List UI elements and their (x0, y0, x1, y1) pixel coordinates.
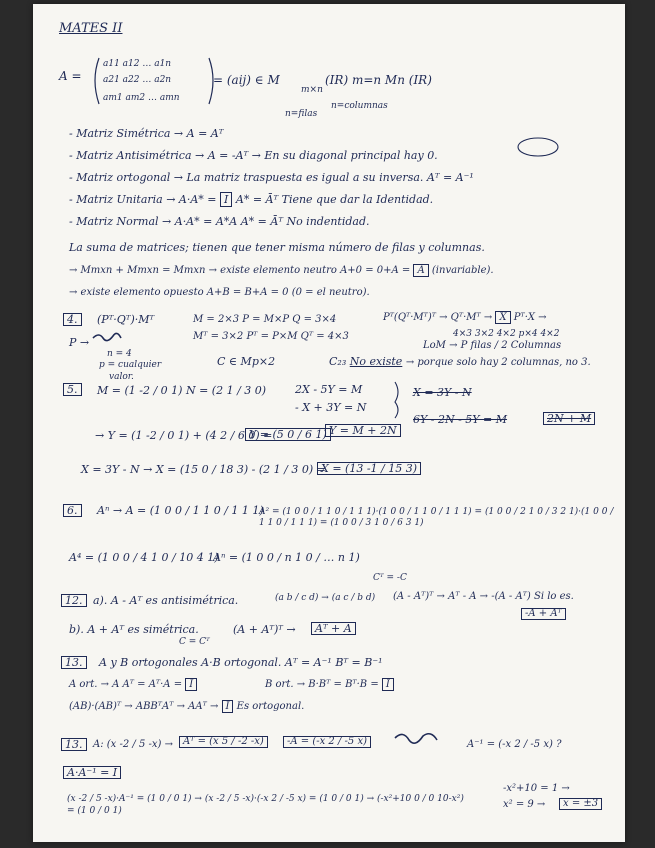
problem-13b-at: Aᵀ = (x 5 / -2 -x) (179, 736, 268, 748)
problem-12-number: 12. (61, 594, 87, 607)
problem-4-n: n = 4 (107, 349, 132, 359)
problem-13-c (265, 680, 394, 690)
problem-5-x-crossed: X = 3Y - N (413, 386, 472, 399)
problem-13b-a: A: (x -2 / 5 -x) → (93, 739, 173, 750)
matrix-row-2: a21 a22 … a2n (103, 75, 172, 85)
problem-13b-eq: -x²+10 = 1 → (503, 783, 570, 794)
problem-13b-inverse: A⁻¹ = (-x 2 / -5 x) ? (467, 739, 562, 750)
problem-4-p: P → (69, 336, 90, 349)
matrix-cols-note: n=columnas (331, 101, 388, 111)
problem-4-value: valor. (109, 372, 134, 382)
problem-5-mn: M = (1 -2 / 0 1) N = (2 1 / 3 0) (97, 384, 267, 397)
sum-neutral (69, 266, 494, 276)
problem-6-a: Aⁿ → A = (1 0 0 / 1 1 0 / 1 1 1) (97, 504, 264, 517)
problem-13b-result: x = ±3 (559, 798, 602, 810)
problem-5-eq1: 2X - 5Y = M (295, 383, 363, 396)
problem-12-proof: (A - Aᵀ)ᵀ → Aᵀ - A → -(A - Aᵀ) Si lo es. (393, 591, 574, 602)
sum-opposite: → existe elemento opuesto A+B = B+A = 0 (0 = el neutro). (69, 287, 370, 298)
problem-5-crossed: 6Y - 2N - 5Y = M (413, 413, 508, 426)
problem-12-b-result: Aᵀ + A (311, 622, 356, 635)
problem-4-c: C ∈ Mp×2 (217, 355, 276, 368)
problem-13b-x2: x² = 9 → (503, 799, 546, 810)
sum-neutral-a: → Mmxn + Mmxn = Mmxn → existe elemento neutro A+0 = 0+A = (69, 265, 411, 276)
problem-12-b: b). A + Aᵀ es simétrica. (69, 623, 199, 636)
problem-4-number: 4. (63, 313, 82, 326)
diagonal-sketch-icon (518, 138, 558, 156)
matrix-row-1: a11 a12 … a1n (103, 59, 172, 69)
matrix-def-2: (IR) m=n Mn (IR) (325, 73, 432, 87)
problem-5-x-calc: X = 3Y - N → X = (15 0 / 18 3) - (2 1 / 3 0) = (81, 463, 326, 476)
problem-4-dims-t: Mᵀ = 3×2 Pᵀ = P×M Qᵀ = 4×3 (193, 331, 349, 342)
def-unitary-identity: I (220, 192, 232, 207)
problem-13b-number: 13. (61, 738, 87, 751)
problem-4-reason: → porque solo hay 2 columnas, no 3. (405, 357, 591, 368)
problem-12-c: C = Cᵀ (179, 637, 210, 647)
matrix-def: = (aij) ∈ M (213, 73, 280, 87)
sum-rule: La suma de matrices; tienen que tener misma número de filas y columnas. (69, 241, 485, 254)
problem-13-b (69, 680, 197, 690)
sum-neutral-boxed: A (413, 264, 428, 277)
problem-13-c-text: B ort. → B·Bᵀ = Bᵀ·B = (265, 679, 379, 690)
problem-13-b-text: A ort. → A Aᵀ = Aᵀ·A = (69, 679, 183, 690)
def-unitary-a: - Matriz Unitaria → A·A* = (69, 193, 217, 206)
problem-5-eq2: - X + 3Y = N (295, 401, 367, 414)
problem-13-b-identity: I (185, 678, 197, 691)
problem-4-lom: LoM → P filas / 2 Columnas (423, 340, 562, 351)
problem-13b-calc: (x -2 / 5 -x)·A⁻¹ = (1 0 / 0 1) → (x -2 / 5 -x)·(-x 2 / -5 x) = (1 0 / 0 1) → (-x²+10 0 / 0 10-x²) = (1 0 / 0 1) (67, 794, 464, 816)
matrix-dims: m×n (301, 85, 323, 95)
problem-6-an: Aⁿ = (1 0 0 / n 1 0 / … n 1) (213, 551, 360, 564)
def-unitary-b: A* = Āᵀ Tiene que dar la Identidad. (235, 193, 434, 206)
problem-5-2n-m: 2N + M (543, 412, 595, 425)
problem-4-any: p = cualquier (99, 360, 162, 370)
problem-13-a: A y B ortogonales A·B ortogonal. Aᵀ = A⁻¹ Bᵀ = B⁻¹ (99, 656, 383, 669)
problem-12-matrix: (a b / c d) → (a c / b d) (275, 593, 376, 603)
problem-5-x-result: X = (13 -1 / 15 3) (317, 462, 421, 475)
problem-13-number: 13. (61, 656, 87, 669)
problem-13-d-tail: Es ortogonal. (236, 701, 305, 712)
sum-neutral-b: (invariable). (431, 265, 494, 276)
matrix-label: A = (59, 69, 82, 83)
problem-6-a2: A² = (1 0 0 / 1 1 0 / 1 1 1)·(1 0 0 / 1 1 0 / 1 1 1) = (1 0 0 / 2 1 0 / 3 2 1)·(1 0 0 / 1 1 0 / 1 1 1) = (1 0 0 / 3 1 0 / 6 3 1) (259, 507, 614, 529)
problem-13b-neg-a: -A = (-x 2 / -5 x) (283, 736, 371, 748)
problem-13-d-identity: I (222, 700, 234, 713)
problem-12-a: a). A - Aᵀ es antisimétrica. (93, 594, 239, 607)
problem-4-x: X (495, 311, 510, 324)
problem-4-step-a: Pᵀ(Qᵀ·Mᵀ)ᵀ → Qᵀ·Mᵀ → (383, 312, 493, 323)
def-unitary (69, 194, 433, 205)
problem-13-d-text: (AB)·(AB)ᵀ → ABBᵀAᵀ → AAᵀ → (69, 701, 219, 712)
problem-5-y-calc: → Y = (1 -2 / 0 1) + (4 2 / 6 0) = (95, 429, 273, 442)
problem-4-sizes: 4×3 3×2 4×2 p×4 4×2 (453, 329, 560, 339)
problem-12-b-proof: (A + Aᵀ)ᵀ → (233, 623, 296, 636)
handwritten-notes (33, 4, 625, 842)
notebook-page (33, 4, 625, 842)
def-normal: - Matriz Normal → A·A* = A*A A* = Āᵀ No indentidad. (69, 215, 370, 228)
problem-6-number: 6. (63, 504, 82, 517)
problem-6-a4: A⁴ = (1 0 0 / 4 1 0 / 10 4 1) (69, 551, 219, 564)
problem-12-ct: Cᵀ = -C (373, 573, 407, 583)
problem-4-step-b: Pᵀ·X → (513, 312, 547, 323)
matrix-rows-note: n=filas (285, 109, 318, 119)
problem-4-c23-label: C₂₃ (329, 355, 347, 368)
page-title: MATES II (59, 21, 123, 36)
problem-4-dims: M = 2×3 P = M×P Q = 3×4 (193, 314, 337, 325)
def-antisymmetric: - Matriz Antisimétrica → A = -Aᵀ → En su diagonal principal hay 0. (69, 149, 438, 162)
problem-4-c23 (329, 356, 591, 368)
problem-5-number: 5. (63, 383, 82, 396)
def-orthogonal: - Matriz ortogonal → La matriz traspuesta es igual a su inversa. Aᵀ = A⁻¹ (69, 171, 474, 184)
problem-13-d (69, 702, 304, 712)
problem-5-y-result: Y = (5 0 / 6 1) (245, 428, 331, 441)
problem-4-step (383, 313, 547, 323)
matrix-row-3: am1 am2 … amn (103, 93, 180, 103)
problem-13-c-identity: I (382, 678, 394, 691)
problem-12-result: -A + Aᵀ (521, 608, 566, 620)
problem-4-no-existe: No existe (349, 355, 403, 368)
problem-13b-identity-eq: A·A⁻¹ = I (63, 766, 121, 779)
def-symmetric: - Matriz Simétrica → A = Aᵀ (69, 127, 224, 140)
problem-5-y-formula: Y = M + 2N (325, 424, 401, 437)
problem-4-expr: (Pᵀ·Qᵀ)·Mᵀ (97, 313, 155, 326)
